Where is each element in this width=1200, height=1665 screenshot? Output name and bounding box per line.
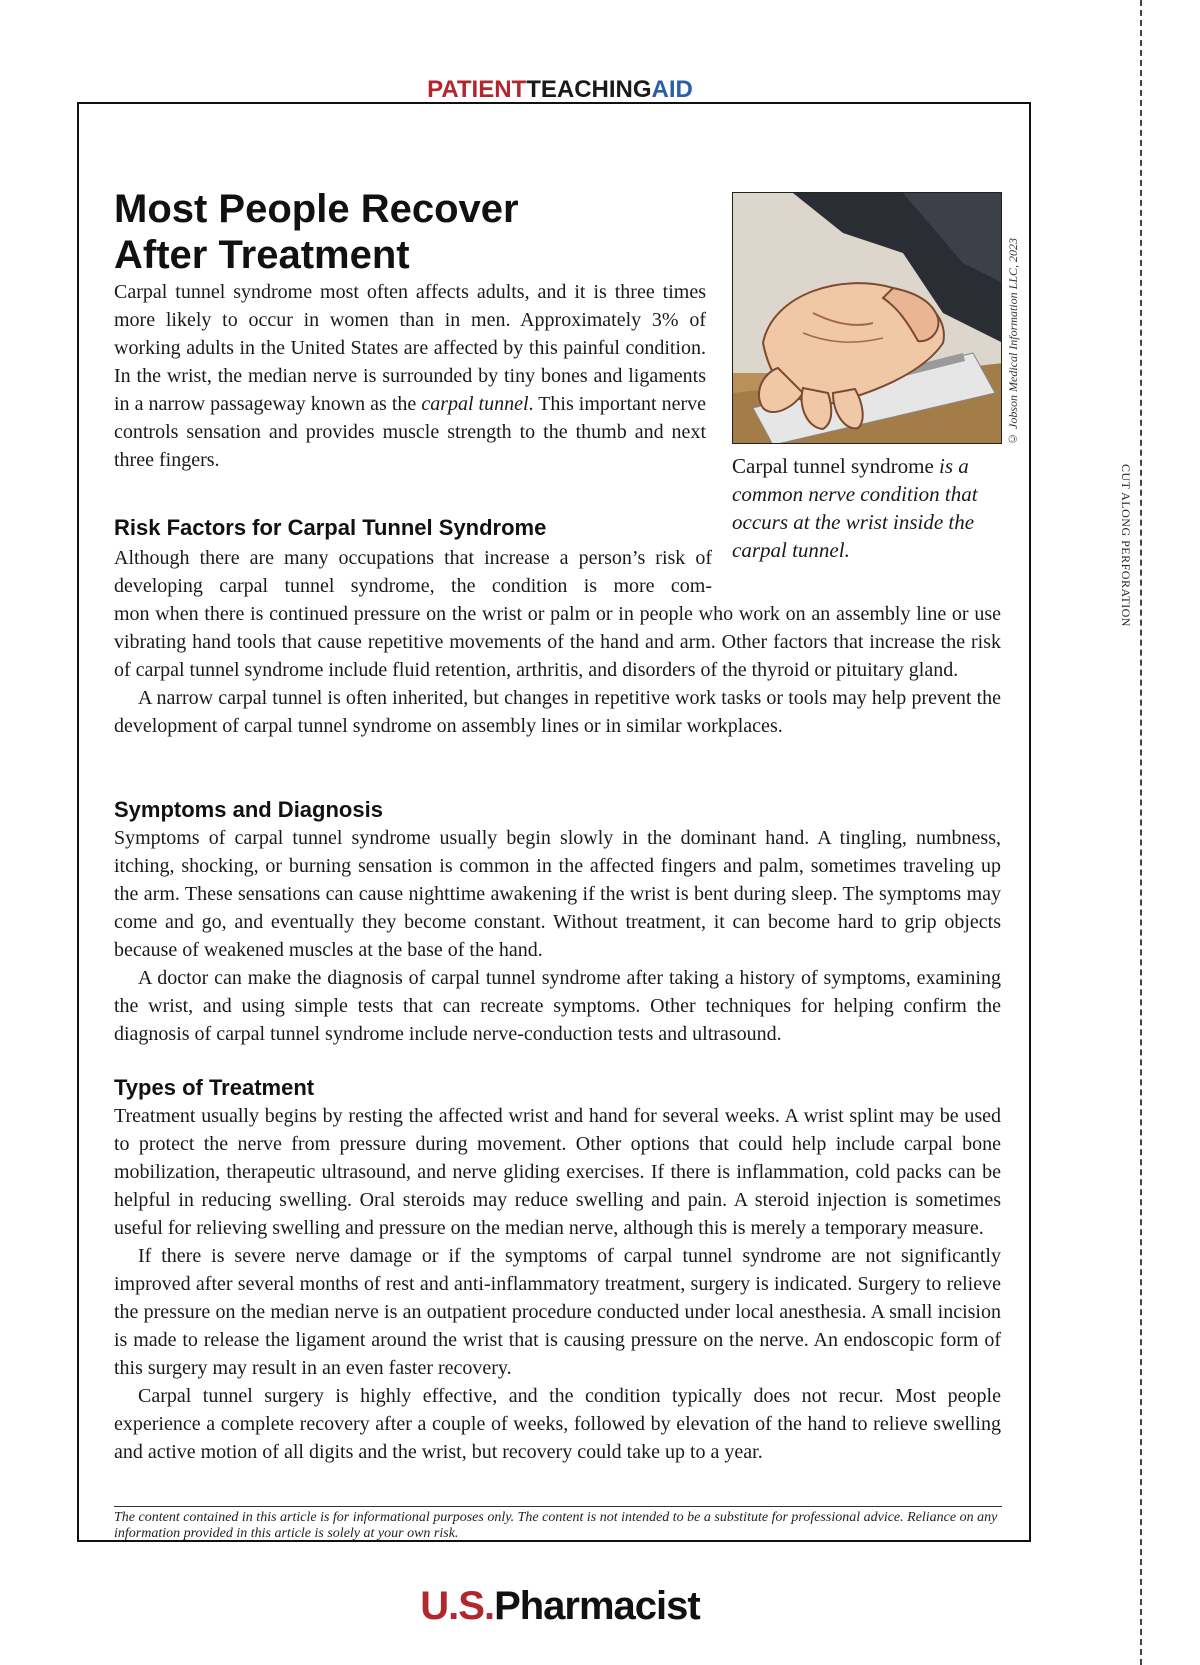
caption-regular-text: Carpal tunnel syndrome (732, 454, 940, 478)
symptoms-paragraph-1: Symptoms of carpal tunnel syndrome usually begin slowly in the dominant hand. A tingling, numbness, itching, shocking, or burning sensation is common in the affected fingers and palm, sometimes traveling up the arm. These sensations can cause nighttime awakening if the wrist is bent during sleep. The symptoms may come and go, and eventually they become constant. Without treatment, it can become hard to grip objects because of weakened muscles at the base of the hand. (114, 827, 1001, 961)
caption-italic-text: is a common nerve condition that occurs at the wrist inside the carpal tunnel. (732, 454, 978, 562)
masthead-word-teaching: TEACHING (526, 76, 652, 103)
hand-illustration (732, 192, 1002, 444)
hand-keyboard-image (733, 193, 1002, 444)
us-pharmacist-logo (0, 1584, 1120, 1629)
heading-types-of-treatment: Types of Treatment (114, 1075, 315, 1100)
risk-paragraph-continued: mon when there is continued pressure on the wrist or palm or in people who work on an assembly line or use vibrating hand tools that cause repetitive movements of the hand and arm. Other factors that increase the risk of carpal tunnel syndrome include fluid retention, arthritis, and disorders of the thyroid or pituitary gland. (114, 603, 1001, 681)
intro-italic-term: carpal tunnel (421, 393, 529, 415)
logo-pharmacist: Pharmacist (494, 1584, 700, 1628)
heading-risk-factors: Risk Factors for Carpal Tunnel Syndrome (114, 515, 547, 540)
treatment-paragraph-3: Carpal tunnel surgery is highly effective, and the condition typically does not recur. Most people experience a complete recovery after a couple of weeks, followed by elevation of the hand to relieve swelling and active motion of all digits and the wrist, but recovery could take up to a year. (114, 1385, 1001, 1463)
disclaimer-text: The content contained in this article is for informational purposes only. The content is not intended to be a substitute for professional advice. Reliance on any information provided in this article is solely at your own risk. (114, 1510, 998, 1541)
disclaimer-divider (114, 1506, 1002, 1507)
page-title (114, 186, 674, 278)
title-line-1: Most People Recover (114, 187, 519, 231)
image-credit: © Jobson Medical Information LLC, 2023 (1006, 238, 1020, 446)
intro-paragraph (114, 278, 706, 474)
treatment-paragraph-1: Treatment usually begins by resting the affected wrist and hand for several weeks. A wrist splint may be used to protect the nerve from pressure during movement. Other options that could help include carpal bone mobilization, therapeutic ultrasound, and nerve gliding exercises. If there is inflammation, cold packs can be helpful in reducing swelling. Oral steroids may reduce swelling and pain. A steroid injection is sometimes useful for relieving swelling and pressure on the median nerve, although this is merely a temporary measure. (114, 1105, 1001, 1239)
figure-caption (732, 452, 1002, 564)
heading-symptoms-diagnosis: Symptoms and Diagnosis (114, 797, 383, 822)
risk-section-body (114, 600, 1001, 740)
risk-paragraph-2: A narrow carpal tunnel is often inherited, but changes in repetitive work tasks or tools may help prevent the development of carpal tunnel syndrome on assembly lines or in similar workplaces. (114, 687, 1001, 737)
masthead-word-patient: PATIENT (427, 76, 527, 103)
logo-us: U.S. (420, 1584, 495, 1628)
perforation-line (1140, 0, 1142, 1665)
intro-text-1: Carpal tunnel syndrome most often affects adults, and it is three times more likely to occur in women than in men. Approximately 3% of working adults in the United States are affected by this painful condition. In the wrist, the median nerve is surrounded by tiny bones and ligaments in a narrow passageway known as the (114, 281, 706, 415)
masthead-word-aid: AID (651, 76, 693, 103)
masthead (0, 76, 1120, 104)
perforation-label: CUT ALONG PERFORATION (1119, 464, 1133, 627)
title-line-2: After Treatment (114, 233, 410, 277)
treatment-paragraph-2: If there is severe nerve damage or if the symptoms of carpal tunnel syndrome are not significantly improved after several months of rest and anti-inflammatory treatment, surgery is indicated. Surgery to relieve the pressure on the median nerve is an outpatient procedure conducted under local anesthesia. A small incision is made to release the ligament around the wrist that is causing pressure on the nerve. An endoscopic form of this surgery may result in an even faster recovery. (114, 1245, 1001, 1379)
symptoms-section-body (114, 824, 1001, 1048)
intro-text-2: . This important nerve controls sensation and provides muscle strength to the thumb and next three fingers. (114, 393, 706, 471)
symptoms-paragraph-2: A doctor can make the diagnosis of carpal tunnel syndrome after taking a history of symptoms, examining the wrist, and using simple tests that can recreate symptoms. Other techniques for helping confirm the diagnosis of carpal tunnel syndrome include nerve-conduction tests and ultrasound. (114, 967, 1001, 1045)
risk-paragraph-narrow: Although there are many occupations that increase a person’s risk of developing carpal tunnel syndrome, the condition is more com- (114, 547, 712, 597)
treatment-section-body (114, 1102, 1001, 1466)
